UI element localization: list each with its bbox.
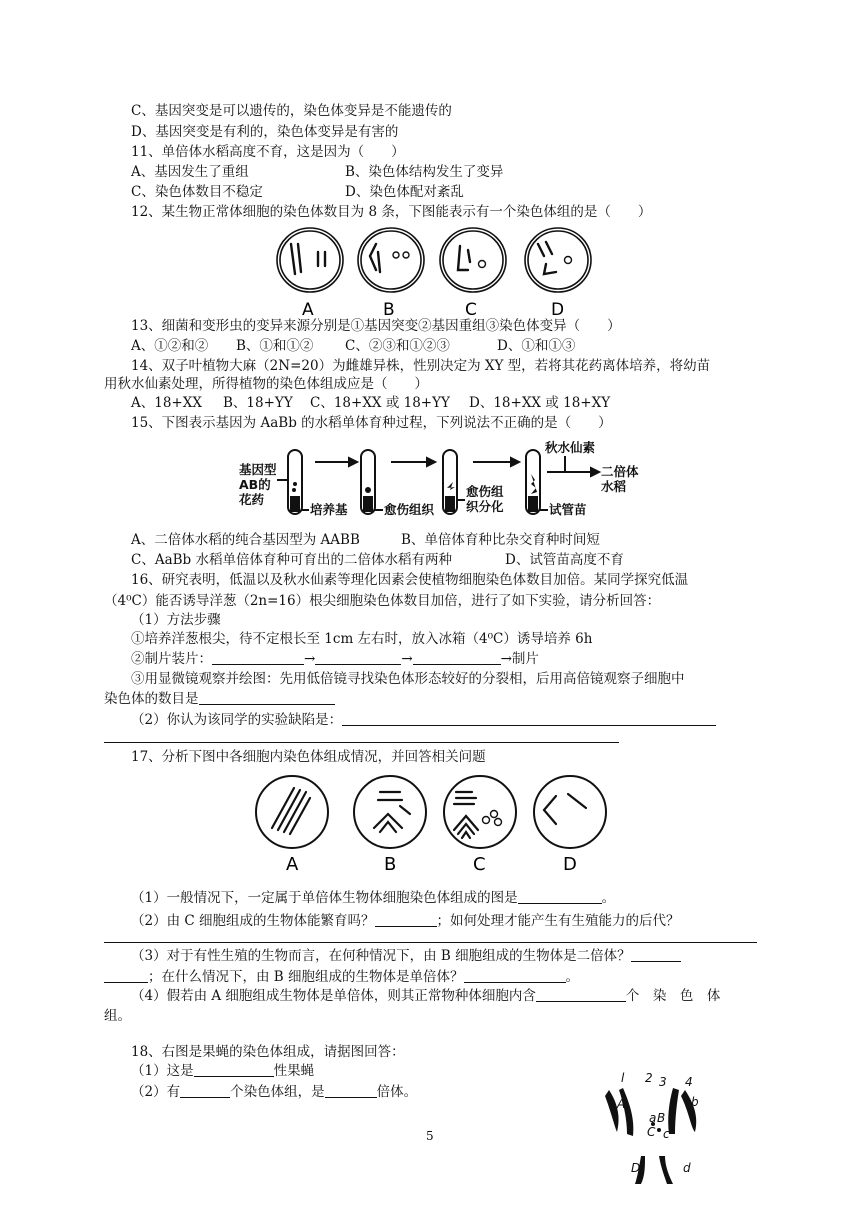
q17-part4-line2: 组。 [104, 1008, 131, 1024]
q18-label-c: c [663, 1127, 670, 1141]
q12-label-b: B [383, 300, 395, 320]
q18-label-A: A [617, 1097, 626, 1111]
q17-label-c: C [473, 854, 486, 875]
q14-option-c: C、18+XX 或 18+YY [310, 395, 450, 411]
q18-label-b: b [691, 1095, 699, 1109]
q16-step-3-line2: 染色体的数目是 [104, 690, 335, 708]
q17-label-d: D [563, 854, 577, 875]
q15-anther-label-1: 基因型 [239, 462, 277, 477]
q12-label-a: A [302, 300, 314, 320]
q17-part2: （2）由 C 细胞组成的生物体能繁育吗？ ；如何处理才能产生有生殖能力的后代？ [131, 913, 680, 929]
q16-stem-line1: 16、研究表明，低温以及秋水仙素等理化因素会使植物细胞染色体数目加倍。某同学探究低温 [131, 572, 689, 588]
q15-anther-label-3: 花药 [239, 492, 265, 507]
page-number: 5 [426, 1129, 434, 1143]
q15-option-d: D、试管苗高度不育 [505, 552, 624, 568]
q14-option-b: B、18+YY [223, 395, 293, 411]
q16-stem-line2: （4⁰C）能否诱导洋葱（2n=16）根尖细胞染色体数目加倍，进行了如下实验，请分析回答： [104, 593, 661, 609]
q15-stem: 15、下图表示基因为 AaBb 的水稻单体育种过程，下列说法不正确的是（ ） [131, 415, 612, 431]
q12-label-c: C [465, 300, 477, 320]
q17-blank-2b-line[interactable] [104, 942, 757, 943]
q18-blank-2a[interactable] [180, 1083, 230, 1098]
q15-option-b: B、单倍体育种比杂交育种时间短 [401, 532, 600, 548]
q15-anther-label-2: AB的 [239, 477, 271, 492]
q16-blank-step-2b[interactable] [315, 650, 401, 665]
q18-label-d: d [683, 1161, 691, 1175]
q17-part4-line1: （4）假若由 A 细胞组成生物体是单倍体，则其正常物种体细胞内含 个 染 色 体 [131, 988, 721, 1004]
q18-label-2: 2 [645, 1072, 653, 1085]
q16-step-2: ②制片装片： → → →制片 [131, 651, 539, 667]
q13-option-b: B、①和①② [236, 338, 314, 354]
q10-option-c: C、基因突变是可以遗传的，染色体变异是不能遗传的 [131, 103, 452, 119]
q18-label-a: a [649, 1111, 657, 1125]
q18-fruitfly-chromosome-figure [595, 1072, 715, 1192]
q18-stem: 18、右图是果蝇的染色体组成，请据图回答： [131, 1044, 405, 1060]
q18-part2: （2）有 个染色体组，是 倍体。 [131, 1084, 418, 1100]
q15-diff-label-2: 织分化 [466, 499, 504, 514]
q18-label-1: l [621, 1072, 625, 1085]
q17-blank-2a[interactable] [375, 912, 437, 927]
q11-option-b: B、染色体结构发生了变异 [345, 164, 504, 180]
q15-colchicine-label: 秋水仙素 [545, 440, 596, 455]
q18-blank-2b[interactable] [325, 1083, 377, 1098]
q16-step-3-line1: ③用显微镜观察并绘图：先用低倍镜寻找染色体形态较好的分裂相，后用高倍镜观察子细胞中 [131, 671, 685, 687]
q16-blank-chromosome-count[interactable] [199, 690, 335, 705]
q15-process-figure [233, 434, 653, 534]
q17-label-b: B [384, 854, 397, 875]
q15-diff-label-1: 愈伤组 [466, 484, 504, 499]
q17-part1: （1）一般情况下，一定属于单倍体生物体细胞染色体组成的图是 。 [131, 890, 616, 906]
q17-blank-3a-cont[interactable] [104, 968, 148, 983]
q17-stem: 17、分析下图中各细胞内染色体组成情况，并回答相关问题 [131, 749, 486, 765]
q16-part2: （2）你认为该同学的实验缺陷是： [131, 711, 716, 729]
q16-blank-step-2a[interactable] [212, 650, 304, 665]
q11-option-d: D、染色体配对紊乱 [345, 184, 464, 200]
q16-blank-defect[interactable] [342, 711, 716, 726]
q14-option-d: D、18+XX 或 18+XY [469, 395, 611, 411]
q18-blank-1[interactable] [194, 1062, 274, 1077]
q10-option-d: D、基因突变是有利的，染色体变异是有害的 [131, 124, 399, 140]
q18-part1: （1）这是 性果蝇 [131, 1063, 315, 1079]
q15-option-a: A、二倍体水稻的纯合基因型为 AABB [131, 532, 360, 548]
q15-callus-label: 愈伤组织 [384, 502, 435, 517]
q17-blank-1[interactable] [518, 889, 602, 904]
q14-stem-line1: 14、双子叶植物大麻（2N=20）为雌雄异株，性别决定为 XY 型，若将其花药离体培养，将幼苗 [131, 358, 711, 374]
q17-label-a: A [286, 854, 299, 875]
q16-blank-step-2c[interactable] [413, 650, 501, 665]
q16-step-1: ①培养洋葱根尖，待不定根长至 1cm 左右时，放入冰箱（4⁰C）诱导培养 6h [131, 631, 593, 647]
q18-label-4: 4 [685, 1075, 693, 1089]
q11-option-c: C、染色体数目不稳定 [131, 184, 263, 200]
q15-option-c: C、AaBb 水稻单倍体育种可育出的二倍体水稻有两种 [131, 552, 452, 568]
q18-label-B: B [657, 1111, 666, 1125]
q15-result-label-2: 水稻 [601, 479, 627, 494]
q11-stem: 11、单倍体水稻高度不育，这是因为（ ） [131, 144, 405, 160]
q13-stem: 13、细菌和变形虫的变异来源分别是①基因突变②基因重组③染色体变异（ ） [131, 318, 621, 334]
q18-label-C: C [647, 1125, 656, 1139]
q18-label-3: 3 [659, 1075, 667, 1089]
q12-figure [268, 222, 608, 322]
q14-option-a: A、18+XX [131, 395, 202, 411]
q12-stem: 12、某生物正常体细胞的染色体数目为 8 条，下图能表示有一个染色体组的是（ ） [131, 204, 652, 220]
q15-result-label-1: 二倍体 [601, 464, 639, 479]
q13-option-c: C、②③和①②③ [345, 338, 450, 354]
q16-part1-title: （1）方法步骤 [131, 612, 221, 628]
q15-seedling-label: 试管苗 [549, 502, 587, 517]
q17-blank-4[interactable] [536, 987, 626, 1002]
q17-blank-3a[interactable] [631, 947, 681, 962]
q13-option-d: D、①和①③ [497, 338, 576, 354]
q13-option-a: A、①②和② [131, 338, 209, 354]
q17-part3-line1: （3）对于有性生殖的生物而言，在何种情况下，由 B 细胞组成的生物体是二倍体？ [131, 947, 681, 965]
q17-blank-3b[interactable] [464, 968, 566, 983]
q17-figure [250, 770, 620, 876]
q11-option-a: A、基因发生了重组 [131, 164, 249, 180]
q18-label-D: D [631, 1161, 641, 1175]
q16-blank-defect-line2[interactable] [104, 742, 619, 743]
q15-medium-label: 培养基 [310, 502, 348, 517]
q14-stem-line2: 用秋水仙素处理，所得植物的染色体组成应是（ ） [104, 376, 428, 392]
q17-part3-line2: ；在什么情况下，由 B 细胞组成的生物体是单倍体？ 。 [104, 968, 579, 986]
q12-label-d: D [551, 300, 565, 320]
